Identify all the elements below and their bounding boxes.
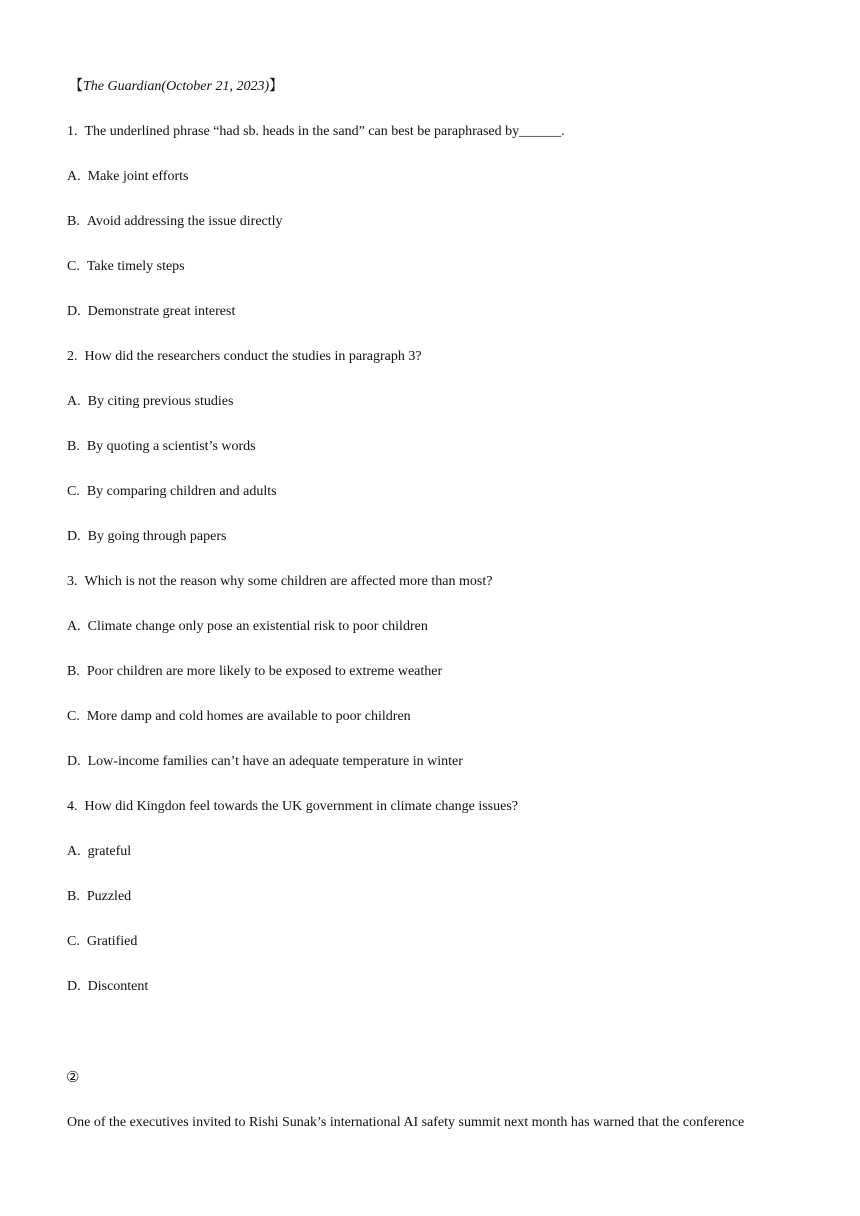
option-text: Avoid addressing the issue directly bbox=[86, 214, 283, 229]
question-1-option-b bbox=[67, 213, 283, 231]
option-letter: D. bbox=[67, 979, 81, 994]
option-letter: D. bbox=[67, 754, 81, 769]
question-3-option-a bbox=[67, 618, 428, 636]
question-1-option-a bbox=[67, 168, 188, 186]
option-text: Take timely steps bbox=[86, 259, 185, 274]
section-marker: ② bbox=[66, 1070, 80, 1086]
option-letter: A. bbox=[67, 844, 81, 859]
option-letter: B. bbox=[67, 439, 80, 454]
question-number: 2. bbox=[67, 349, 78, 364]
option-letter: C. bbox=[67, 709, 80, 724]
passage-first-line: One of the executives invited to Rishi Sunak’s international AI safety summit next month has warned that the conference bbox=[67, 1115, 745, 1130]
option-letter: D. bbox=[67, 304, 81, 319]
option-text: By citing previous studies bbox=[87, 394, 234, 409]
question-text: How did the researchers conduct the studies in paragraph 3? bbox=[84, 349, 422, 364]
question-text: The underlined phrase “had sb. heads in the sand” can best be paraphrased by______. bbox=[84, 124, 565, 139]
option-text: By quoting a scientist’s words bbox=[86, 439, 256, 454]
question-1 bbox=[67, 123, 565, 141]
question-4-option-b bbox=[67, 888, 131, 906]
option-text: Gratified bbox=[86, 934, 138, 949]
option-letter: C. bbox=[67, 934, 80, 949]
option-text: Discontent bbox=[87, 979, 149, 994]
question-1-option-c bbox=[67, 258, 185, 276]
option-letter: C. bbox=[67, 484, 80, 499]
question-4-option-d bbox=[67, 978, 148, 996]
question-text: How did Kingdon feel towards the UK government in climate change issues? bbox=[84, 799, 519, 814]
option-text: grateful bbox=[87, 844, 132, 859]
question-4-option-c bbox=[67, 933, 137, 951]
option-text: By going through papers bbox=[87, 529, 227, 544]
question-text: Which is not the reason why some children are affected more than most? bbox=[84, 574, 493, 589]
question-3-option-c bbox=[67, 708, 411, 726]
question-2-option-a bbox=[67, 393, 233, 411]
option-letter: B. bbox=[67, 214, 80, 229]
option-letter: B. bbox=[67, 889, 80, 904]
question-1-option-d bbox=[67, 303, 235, 321]
question-number: 3. bbox=[67, 574, 78, 589]
option-letter: C. bbox=[67, 259, 80, 274]
option-text: Climate change only pose an existential risk to poor children bbox=[87, 619, 428, 634]
option-text: By comparing children and adults bbox=[86, 484, 277, 499]
question-2 bbox=[67, 348, 422, 366]
question-number: 1. bbox=[67, 124, 78, 139]
question-4 bbox=[67, 798, 518, 816]
question-2-option-d bbox=[67, 528, 226, 546]
option-text: Puzzled bbox=[86, 889, 132, 904]
option-letter: A. bbox=[67, 619, 81, 634]
question-3-option-d bbox=[67, 753, 463, 771]
question-3 bbox=[67, 573, 492, 591]
question-2-option-c bbox=[67, 483, 277, 501]
question-3-option-b bbox=[67, 663, 442, 681]
source-title: The Guardian(October 21, 2023) bbox=[83, 79, 270, 94]
option-text: Make joint efforts bbox=[87, 169, 189, 184]
source-close-bracket: 】 bbox=[269, 79, 284, 94]
question-2-option-b bbox=[67, 438, 256, 456]
option-text: Low-income families can’t have an adequate temperature in winter bbox=[87, 754, 463, 769]
option-letter: D. bbox=[67, 529, 81, 544]
question-4-option-a bbox=[67, 843, 131, 861]
option-text: More damp and cold homes are available to poor children bbox=[86, 709, 411, 724]
question-number: 4. bbox=[67, 799, 78, 814]
source-open-bracket: 【 bbox=[69, 79, 83, 94]
option-text: Poor children are more likely to be exposed to extreme weather bbox=[86, 664, 443, 679]
source-line bbox=[69, 78, 283, 96]
option-letter: B. bbox=[67, 664, 80, 679]
option-letter: A. bbox=[67, 394, 81, 409]
option-text: Demonstrate great interest bbox=[87, 304, 236, 319]
option-letter: A. bbox=[67, 169, 81, 184]
